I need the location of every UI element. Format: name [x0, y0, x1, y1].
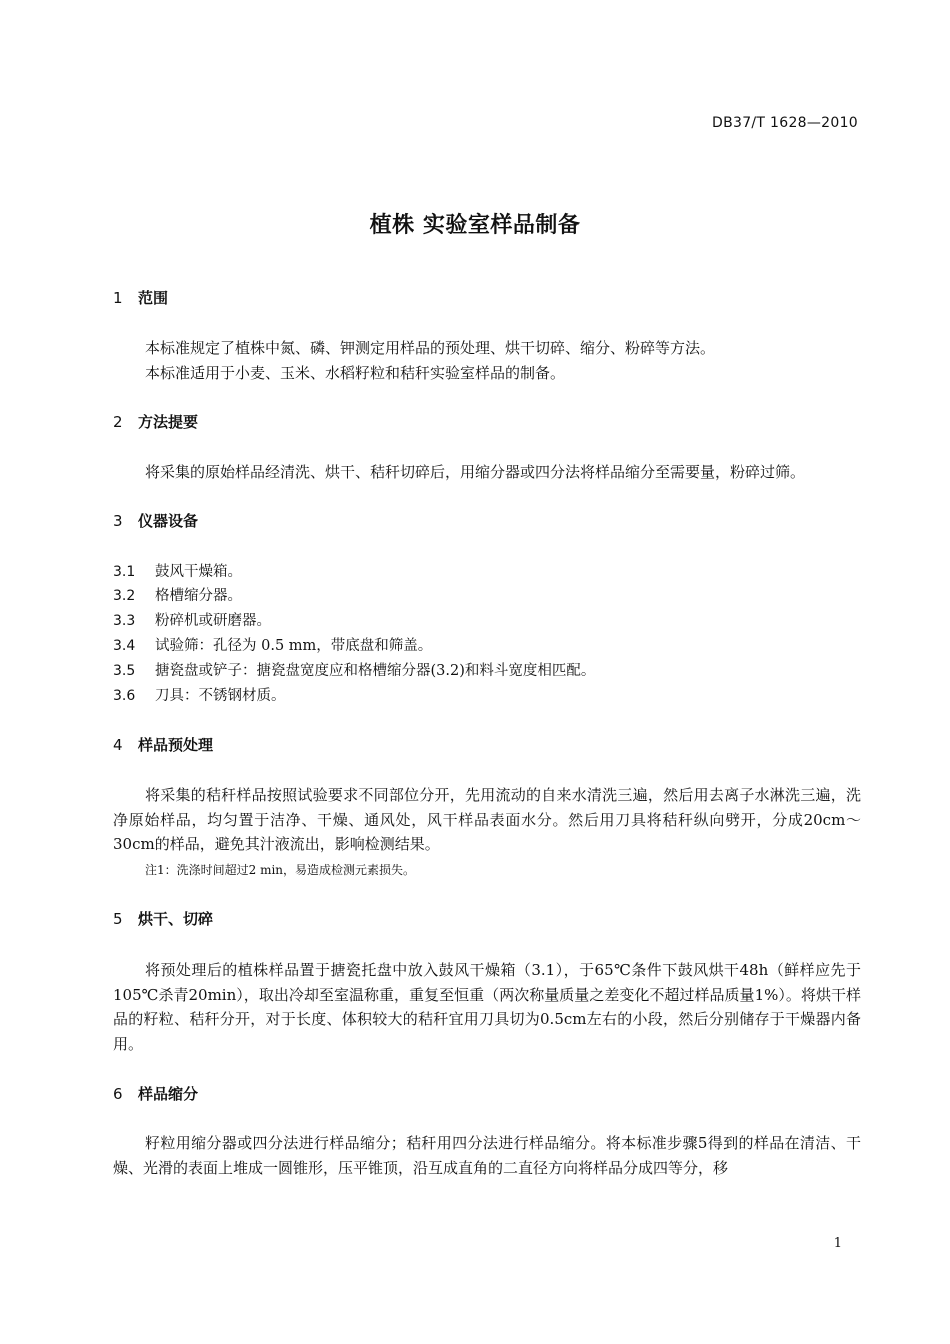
- section-1-line-2: 本标准适用于小麦、玉米、水稻籽粒和秸秆实验室样品的制备。: [145, 364, 566, 382]
- section-3-number: 3: [113, 512, 123, 530]
- page-number: 1: [833, 1236, 842, 1251]
- equipment-item-text: 刀具：不锈钢材质。: [155, 688, 286, 704]
- equipment-item: [113, 584, 242, 608]
- equipment-item-number: 3.6: [113, 688, 136, 704]
- equipment-item-number: 3.1: [113, 564, 136, 580]
- section-2-text: 将采集的原始样品经清洗、烘干、秸秆切碎后，用缩分器或四分法将样品缩分至需要量，粉碎过筛。: [145, 463, 806, 481]
- section-6-heading: [113, 1083, 198, 1105]
- equipment-item: [113, 609, 271, 633]
- section-5-number: 5: [113, 910, 123, 928]
- equipment-item-text: 粉碎机或研磨器。: [155, 613, 271, 629]
- section-5-title: 烘干、切碎: [138, 910, 214, 928]
- section-1-title: 范围: [138, 289, 169, 307]
- equipment-item-text: 搪瓷盘或铲子：搪瓷盘宽度应和格槽缩分器(3.2)和料斗宽度相匹配。: [155, 663, 596, 679]
- section-2-heading: [113, 411, 198, 433]
- equipment-item-number: 3.5: [113, 663, 136, 679]
- section-6-text: 籽粒用缩分器或四分法进行样品缩分；秸秆用四分法进行样品缩分。将本标准步骤5得到的样品在清洁、干燥、光滑的表面上堆成一圆锥形，压平锥顶，沿互成直角的二直径方向将样品分成四等分，移: [113, 1134, 861, 1177]
- section-2-number: 2: [113, 413, 123, 431]
- equipment-item-number: 3.4: [113, 638, 136, 654]
- section-6-title: 样品缩分: [138, 1085, 199, 1103]
- section-4-text: 将采集的秸秆样品按照试验要求不同部位分开，先用流动的自来水清洗三遍，然后用去离子水淋洗三遍，洗净原始样品，均匀置于洁净、干燥、通风处，风干样品表面水分。然后用刀具将秸秆纵向劈开，分成20cm～30cm的样品，避免其汁液流出，影响检测结果。: [113, 786, 861, 853]
- section-4-note: 注1：洗涤时间超过2 min，易造成检测元素损失。: [145, 863, 416, 877]
- section-5-heading: [113, 908, 213, 930]
- section-4-title: 样品预处理: [138, 736, 214, 754]
- equipment-item: [113, 560, 242, 584]
- equipment-item-number: 3.2: [113, 588, 136, 604]
- equipment-item-number: 3.3: [113, 613, 136, 629]
- section-1-number: 1: [113, 289, 123, 307]
- equipment-item-text: 鼓风干燥箱。: [155, 564, 242, 580]
- section-5-text: 将预处理后的植株样品置于搪瓷托盘中放入鼓风干燥箱（3.1），于65℃条件下鼓风烘干48h（鲜样应先于105℃杀青20min），取出冷却至室温称重，重复至恒重（两次称量质量之差变化不超过样品质量1%）。将烘干样品的籽粒、秸秆分开，对于长度、体积较大的秸秆宜用刀具切为0.5cm左右的小段，然后分别储存于干燥器内备用。: [113, 961, 861, 1053]
- section-1-heading: [113, 287, 168, 309]
- section-6-number: 6: [113, 1085, 123, 1103]
- section-2-title: 方法提要: [138, 413, 199, 431]
- section-4-heading: [113, 734, 213, 756]
- equipment-item-text: 试验筛：孔径为 0.5 mm，带底盘和筛盖。: [155, 638, 433, 654]
- section-4-number: 4: [113, 736, 123, 754]
- document-title: 植株 实验室样品制备: [369, 213, 581, 238]
- standard-code: DB37/T 1628—2010: [712, 115, 858, 131]
- equipment-item: [113, 659, 595, 683]
- section-1-line-1: 本标准规定了植株中氮、磷、钾测定用样品的预处理、烘干切碎、缩分、粉碎等方法。: [145, 339, 716, 357]
- equipment-item: [113, 634, 432, 658]
- section-3-heading: [113, 510, 198, 532]
- equipment-item-text: 格槽缩分器。: [155, 588, 242, 604]
- equipment-item: [113, 684, 286, 708]
- section-3-title: 仪器设备: [138, 512, 199, 530]
